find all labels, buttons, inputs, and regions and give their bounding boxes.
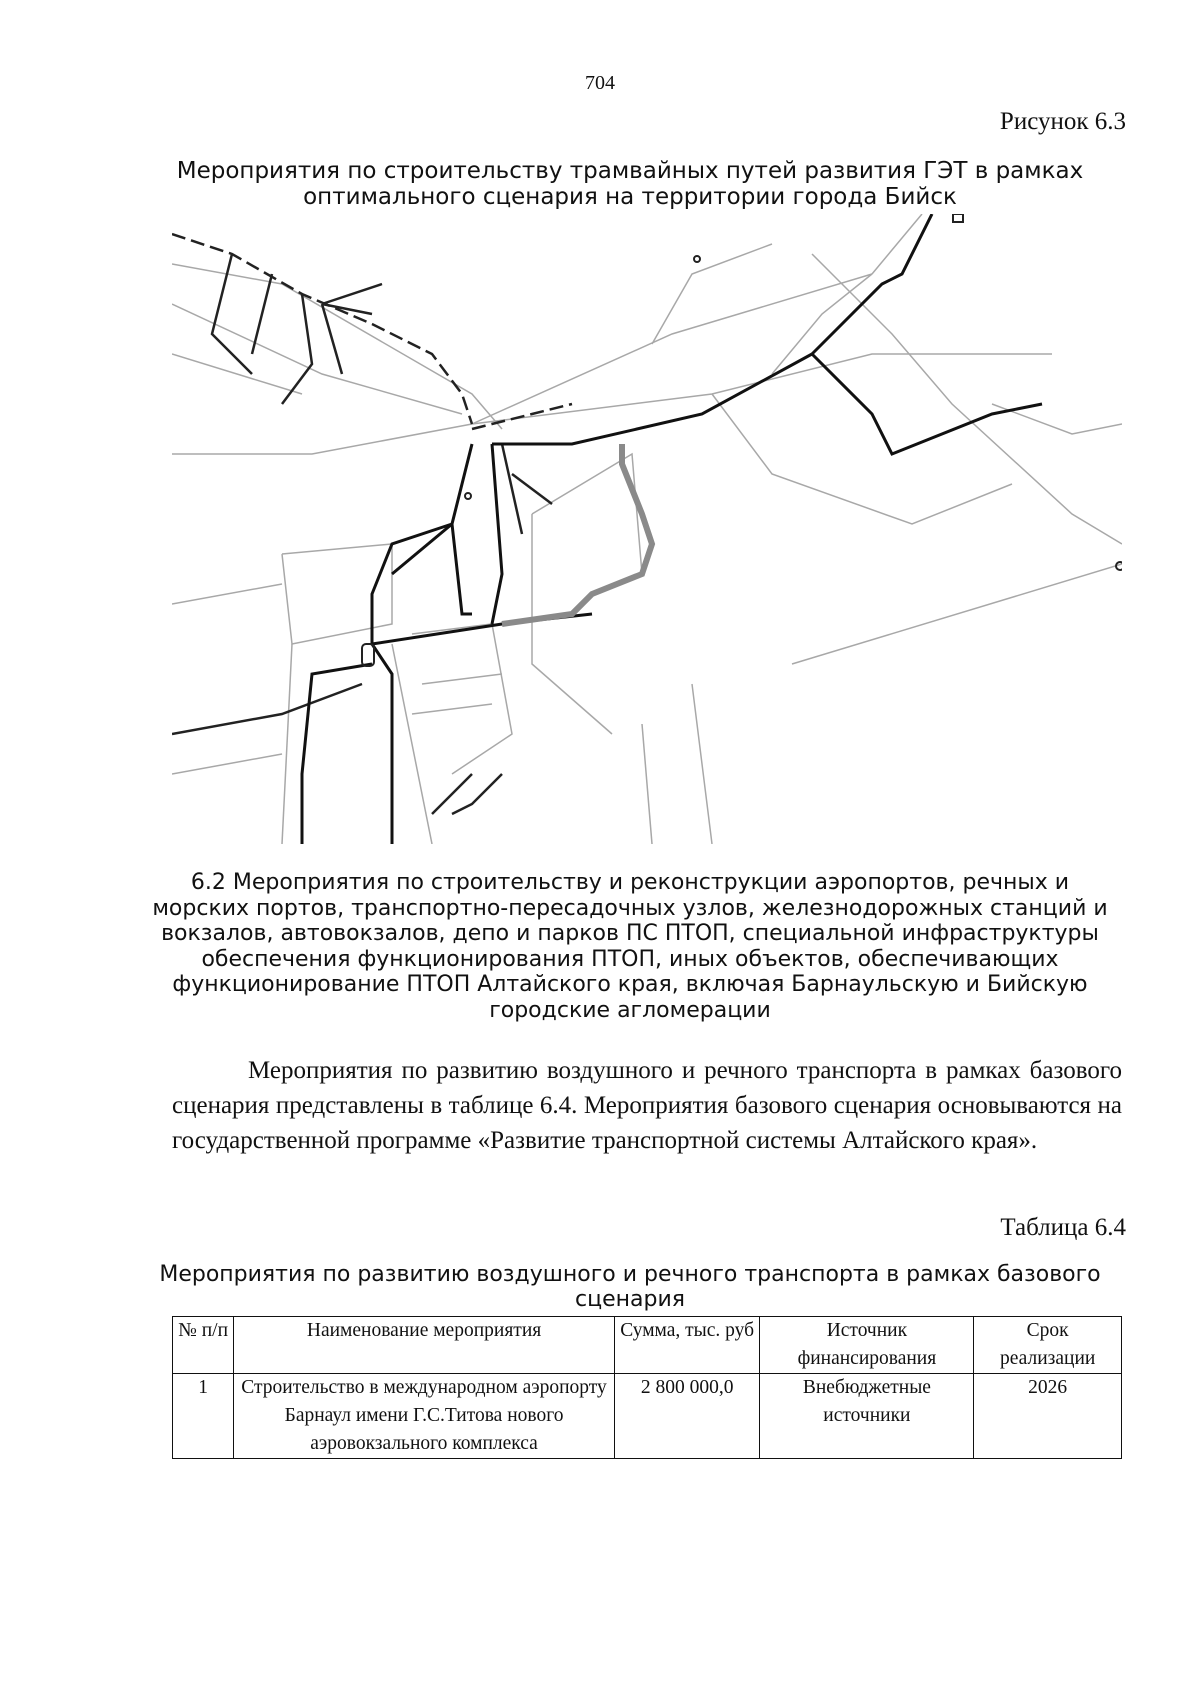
cell-term: 2026 [974, 1374, 1122, 1459]
table-header-row [173, 1317, 1122, 1374]
table-title: Мероприятия по развитию воздушного и речного транспорта в рамках базового сценария [159, 1262, 1101, 1312]
railway-lines [172, 234, 572, 814]
header-name: Наименование мероприятия [234, 1317, 615, 1374]
header-num: № п/п [173, 1317, 234, 1374]
page-number: 704 [585, 72, 615, 94]
cell-name: Строительство в международном аэропорту Барнаул имени Г.С.Титова нового аэровокзального комплекса [234, 1374, 615, 1459]
figure-title: Мероприятия по строительству трамвайных путей развития ГЭТ в рамках оптимального сценария на территории города Бийск [176, 158, 1084, 210]
section-heading: 6.2 Мероприятия по строительству и реконструкции аэропортов, речных и морских портов, транспортно-пересадочных узлов, железнодорожных станций и вокзалов, автовокзалов, депо и парков ПС ПТОП, специальной инфраструктуры обеспечения функционирования ПТОП, иных объектов, обеспечивающих функционирование ПТОП Алтайского края, включая Барнаульскую и Бийскую городские агломерации [152, 870, 1108, 1023]
header-sum: Сумма, тыс. руб [614, 1317, 760, 1374]
header-source: Источник финансирования [760, 1317, 974, 1374]
table-label: Таблица 6.4 [1000, 1214, 1126, 1241]
measures-table [172, 1316, 1122, 1459]
figure-label: Рисунок 6.3 [999, 108, 1126, 135]
tram-network-map [172, 214, 1122, 844]
cell-sum: 2 800 000,0 [614, 1374, 760, 1459]
cell-source: Внебюджетные источники [760, 1374, 974, 1459]
header-term: Срок реализации [974, 1317, 1122, 1374]
body-paragraph: Мероприятия по развитию воздушного и речного транспорта в рамках базового сценария представлены в таблице 6.4. Мероприятия базового сценария основываются на государственной программе «Развитие транспортной системы Алтайского края». [172, 1057, 1122, 1154]
cell-num: 1 [173, 1374, 234, 1459]
planned-route [502, 444, 652, 624]
table-row [173, 1374, 1122, 1459]
